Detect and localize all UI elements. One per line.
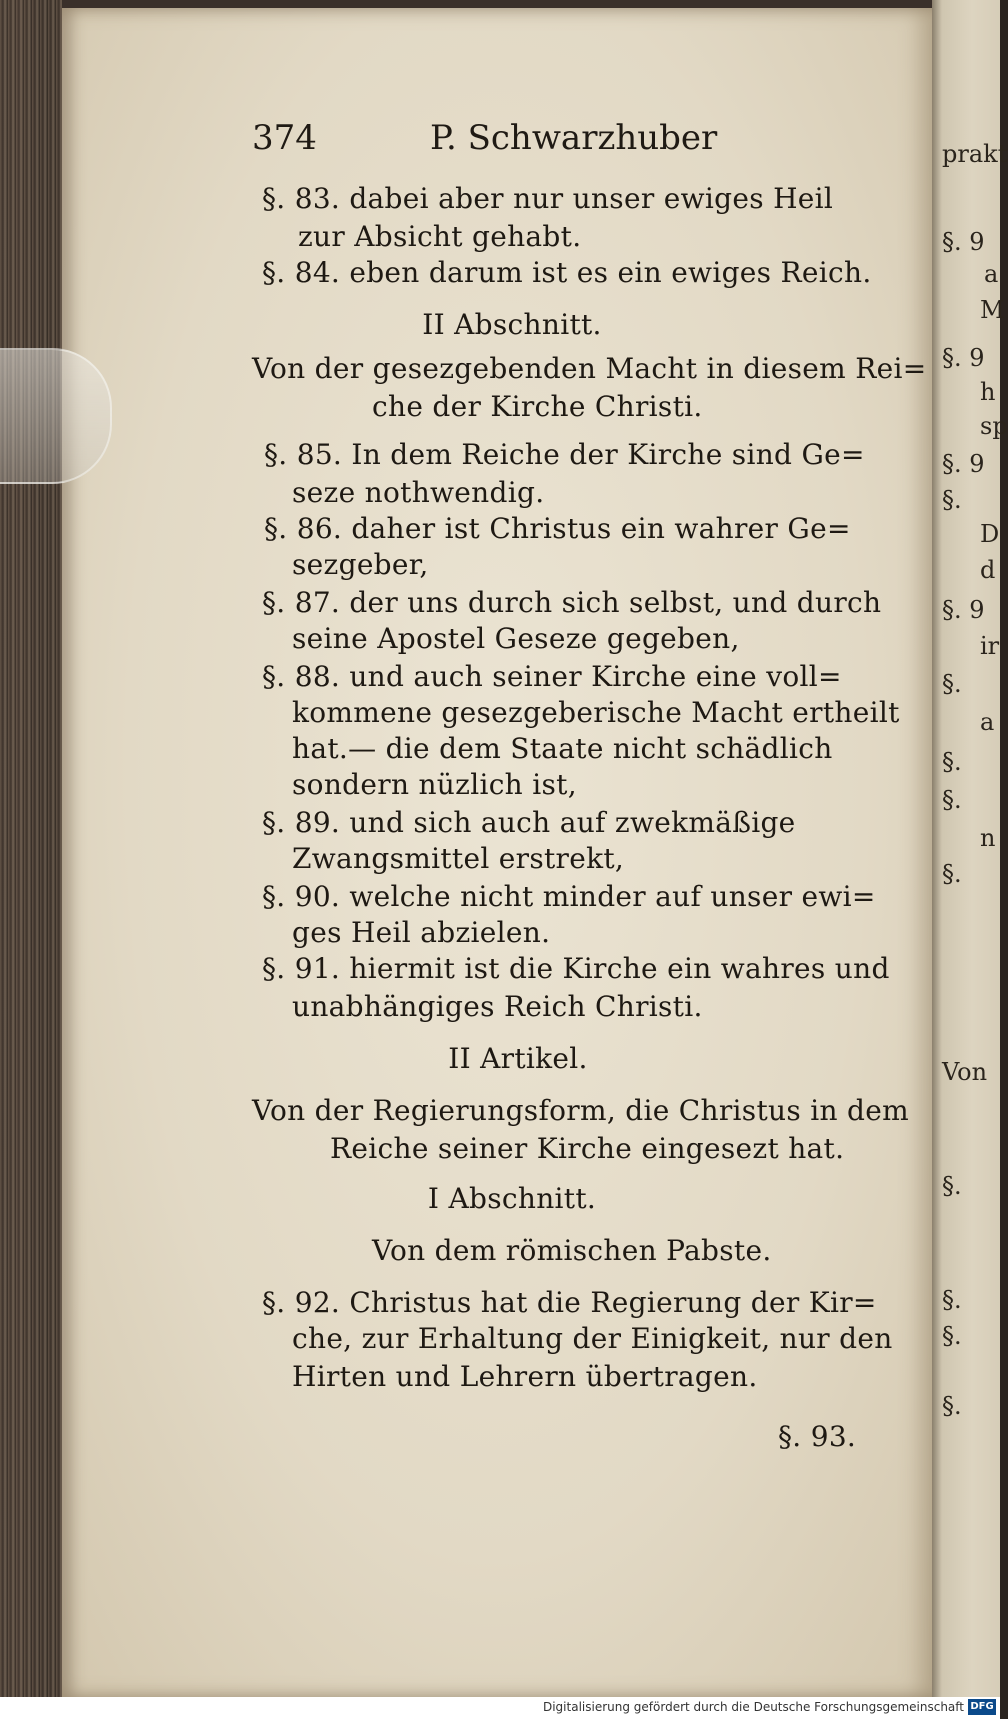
- text-line: Zwangsmittel erstrekt,: [292, 842, 625, 875]
- text-line: seine Apostel Geseze gegeben,: [292, 622, 740, 655]
- text-line: §. 84. eben darum ist es ein ewiges Reich.: [262, 256, 872, 289]
- text-line: §. 87. der uns durch sich selbst, und durch: [262, 586, 882, 619]
- text-line: unabhängiges Reich Christi.: [292, 990, 703, 1023]
- section-heading: I Abschnitt.: [427, 1182, 597, 1215]
- facing-page-text: §.: [942, 1392, 962, 1420]
- text-line: sondern nüzlich ist,: [292, 768, 577, 801]
- facing-page-text: Von: [942, 1058, 988, 1086]
- facing-page-text: M: [980, 296, 1005, 324]
- facing-page-text: §. 9: [942, 596, 985, 624]
- text-line: §. 83. dabei aber nur unser ewiges Heil: [262, 182, 834, 215]
- facing-page-text: §. 9: [942, 450, 985, 478]
- facing-page-text: a: [980, 708, 995, 736]
- facing-page-text: §.: [942, 786, 962, 814]
- facing-page-text: §.: [942, 670, 962, 698]
- section-heading: II Abschnitt.: [422, 308, 602, 341]
- facing-page-text: sp: [980, 412, 1008, 440]
- text-line: §. 85. In dem Reiche der Kirche sind Ge=: [264, 438, 865, 471]
- facing-page-text: §.: [942, 1286, 962, 1314]
- text-line: §. 88. und auch seiner Kirche eine voll=: [262, 660, 842, 693]
- book-edge: [0, 0, 62, 1719]
- text-line: sezgeber,: [292, 548, 429, 581]
- text-line: zur Absicht gehabt.: [298, 220, 582, 253]
- text-line: ges Heil abzielen.: [292, 916, 551, 949]
- subtitle-line: Von der gesezgebenden Macht in diesem Rei=: [252, 352, 927, 385]
- text-line: kommene gesezgeberische Macht ertheilt: [292, 696, 900, 729]
- text-line: che, zur Erhaltung der Einigkeit, nur den: [292, 1322, 893, 1355]
- funding-credit: Digitalisierung gefördert durch die Deutsche Forschungsgemeinschaft: [542, 1700, 964, 1714]
- page-clip: [0, 348, 112, 484]
- text-line: hat.— die dem Staate nicht schädlich: [292, 732, 833, 765]
- facing-page-text: D: [980, 520, 1000, 548]
- article-heading: II Artikel.: [448, 1042, 588, 1075]
- text-line: §. 90. welche nicht minder auf unser ewi=: [262, 880, 876, 913]
- facing-page-text: d: [980, 556, 996, 584]
- facing-page-text: §.: [942, 1172, 962, 1200]
- footer-bar: [0, 1697, 1000, 1719]
- text-line: seze nothwendig.: [292, 476, 545, 509]
- facing-page-text: ir: [980, 632, 1000, 660]
- catchword: §. 93.: [778, 1420, 857, 1453]
- subtitle-line: Von dem römischen Pabste.: [372, 1234, 772, 1267]
- text-line: §. 91. hiermit ist die Kirche ein wahres und: [262, 952, 890, 985]
- dfg-logo: DFG: [968, 1699, 996, 1715]
- facing-page-edge: [932, 0, 1008, 1719]
- subtitle-line: Reiche seiner Kirche eingesezt hat.: [330, 1132, 845, 1165]
- subtitle-line: Von der Regierungsform, die Christus in dem: [252, 1094, 909, 1127]
- facing-page-text: §. 9: [942, 344, 985, 372]
- text-line: §. 86. daher ist Christus ein wahrer Ge=: [264, 512, 851, 545]
- text-line: Hirten und Lehrern übertragen.: [292, 1360, 758, 1393]
- text-line: §. 92. Christus hat die Regierung der Kir=: [262, 1286, 877, 1319]
- page-number: 374: [252, 118, 317, 158]
- facing-page-text: prakt: [942, 140, 1008, 168]
- facing-page-text: §.: [942, 748, 962, 776]
- facing-page-text: n: [980, 824, 996, 852]
- text-line: §. 89. und sich auch auf zwekmäßige: [262, 806, 796, 839]
- facing-page-text: §. 9: [942, 228, 985, 256]
- subtitle-line: che der Kirche Christi.: [372, 390, 703, 423]
- facing-page-text: §.: [942, 1322, 962, 1350]
- running-title: P. Schwarzhuber: [430, 118, 718, 158]
- facing-page-text: h: [980, 378, 996, 406]
- facing-page-text: §.: [942, 860, 962, 888]
- facing-page-text: a: [984, 260, 999, 288]
- facing-page-text: §.: [942, 486, 962, 514]
